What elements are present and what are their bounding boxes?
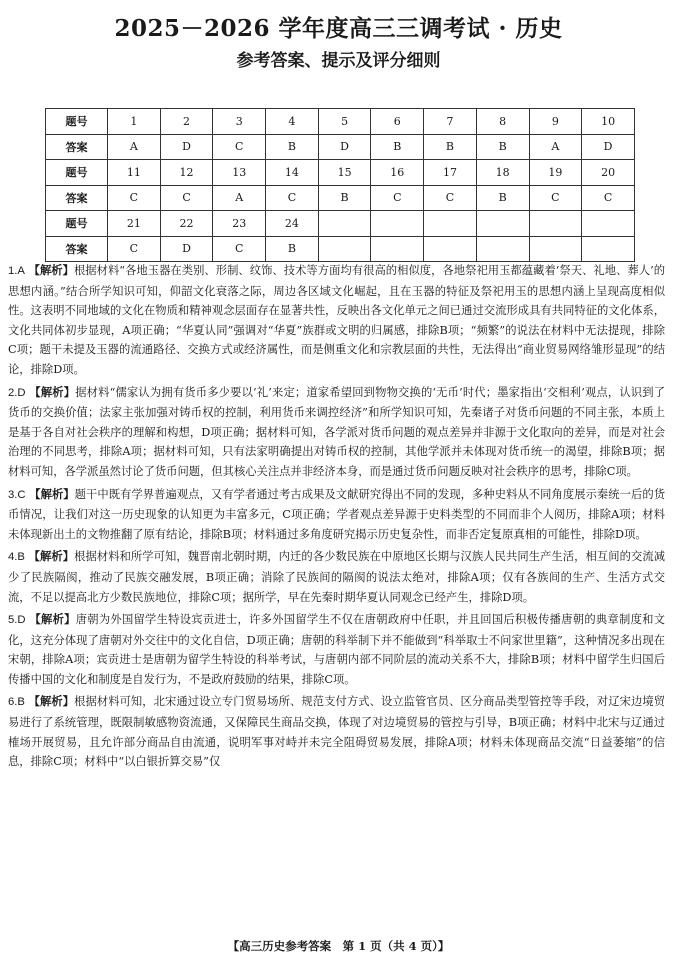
question-number-row <box>46 160 635 186</box>
answer-cell: B <box>266 134 319 160</box>
question-number-label: 题号 <box>46 109 108 135</box>
question-number-cell <box>476 211 529 237</box>
question-number-cell: 10 <box>582 109 635 135</box>
answer-cell: C <box>213 134 266 160</box>
question-number-cell <box>371 211 424 237</box>
question-number-cell: 19 <box>529 160 582 186</box>
answer-row <box>46 185 635 211</box>
answer-cell: C <box>108 185 161 211</box>
item-text: 据材料“儒家认为拥有货币多少要以‘礼’来定；道家希望回到物物交换的‘无币’时代；墨家指出‘交相利’观点，认识到了货币的交换价值；法家主张加强对铸币权的控制，利用货币来调控经济”和所学知识可知，先秦诸子对货币问题的不同主张，本质上是基于各自对社会秩序的理解和构想，D项正确；据材料可知，各学派对货币问题的观点差异并非源于文化取向的差异，而是对社会治理的不同思考，排除A项；据材料可知，只有法家明确提出对铸币权的控制，其他学派并未体现对货币统一的渴望，排除B项；据材料可知，各学派虽然讨论了货币问题，但其核心关注点并非经济本身，而是通过货币问题反映对社会秩序的思考，排除C项。 <box>8 385 665 478</box>
item-number: 3.C <box>8 488 26 501</box>
answer-row <box>46 134 635 160</box>
answer-cell <box>318 236 371 262</box>
question-number-label: 题号 <box>46 211 108 237</box>
answer-cell <box>529 236 582 262</box>
explanation-list <box>8 261 665 775</box>
answer-cell: C <box>266 185 319 211</box>
item-text: 题干中既有学界普遍观点，又有学者通过考古成果及文献研究得出不同的发现，多种史料从不同角度展示秦统一后的货币情况，让我们对这一历史现象的认知更为丰富多元，C项正确；学者观点差异源于史料类型的不同而非个人阅历，排除A项；材料未体现新出土的文物推翻了原有结论，排除B项；材料通过多角度研究揭示历史复杂性，而非否定复原真相的可能性，排除D项。 <box>8 487 665 541</box>
item-number: 2.D <box>8 386 26 399</box>
answer-cell: C <box>160 185 213 211</box>
item-text: 根据材料可知，北宋通过设立专门贸易场所、规范支付方式、设立监管官员、区分商品类型管控等手段，对辽宋边境贸易进行了系统管理，既限制敏感物资流通，又保障民生商品交换，体现了对边境贸易的管控与引导，B项正确；材料中北宋与辽通过榷场开展贸易，且允许部分商品自由流通，说明军事对峙并未完全阻碍贸易发展，排除A项；材料未体现商品交流“日益萎缩”的信息，排除C项；材料中“以白银折算交易”仅 <box>8 695 665 769</box>
question-number-cell: 17 <box>424 160 477 186</box>
explanation-item <box>8 485 665 545</box>
answer-row <box>46 236 635 262</box>
question-number-cell: 13 <box>213 160 266 186</box>
answer-cell: A <box>213 185 266 211</box>
explanation-item <box>8 547 665 607</box>
answer-cell: D <box>318 134 371 160</box>
question-number-cell: 2 <box>160 109 213 135</box>
question-number-cell: 3 <box>213 109 266 135</box>
answer-cell: B <box>371 134 424 160</box>
answer-cell: B <box>266 236 319 262</box>
question-number-cell: 7 <box>424 109 477 135</box>
explanation-item <box>8 383 665 482</box>
answer-cell: C <box>582 185 635 211</box>
analysis-tag: 【解析】 <box>29 486 75 501</box>
answer-table <box>45 108 635 262</box>
answer-cell <box>582 236 635 262</box>
analysis-tag: 【解析】 <box>29 384 76 399</box>
answer-cell <box>371 236 424 262</box>
answer-cell: A <box>108 134 161 160</box>
question-number-cell <box>318 211 371 237</box>
answer-label: 答案 <box>46 134 108 160</box>
analysis-tag: 【解析】 <box>29 612 76 627</box>
item-number: 4.B <box>8 551 25 564</box>
explanation-item <box>8 692 665 771</box>
answer-cell <box>476 236 529 262</box>
page-subtitle: 参考答案、提示及评分细则 <box>236 51 441 71</box>
question-number-cell: 23 <box>213 211 266 237</box>
item-number: 1.A <box>8 265 25 277</box>
question-number-row <box>46 109 635 135</box>
answer-cell: D <box>582 134 635 160</box>
answer-cell: C <box>424 185 477 211</box>
question-number-cell: 20 <box>582 160 635 186</box>
analysis-tag: 【解析】 <box>28 263 74 277</box>
question-number-cell: 1 <box>108 109 161 135</box>
question-number-cell: 24 <box>266 211 319 237</box>
question-number-cell: 22 <box>160 211 213 237</box>
question-number-cell: 8 <box>476 109 529 135</box>
question-number-cell <box>529 211 582 237</box>
answer-cell: B <box>424 134 477 160</box>
answer-cell: D <box>160 134 213 160</box>
explanation-item <box>8 261 665 380</box>
question-number-cell: 16 <box>371 160 424 186</box>
answer-cell <box>424 236 477 262</box>
answer-cell: A <box>529 134 582 160</box>
answer-cell: C <box>371 185 424 211</box>
question-number-cell: 18 <box>476 160 529 186</box>
question-number-cell: 5 <box>318 109 371 135</box>
answer-cell: B <box>476 185 529 211</box>
question-number-row <box>46 211 635 237</box>
question-number-cell: 21 <box>108 211 161 237</box>
analysis-tag: 【解析】 <box>28 549 75 564</box>
question-number-cell: 12 <box>160 160 213 186</box>
answer-cell: C <box>213 236 266 262</box>
item-text: 根据材料“各地玉器在类别、形制、纹饰、技术等方面均有很高的相似度，各地祭祀用玉都蕴藏着‘祭天、礼地、葬人’的思想内涵。”结合所学知识可知，仰韶文化衰落之际，周边各区域文化崛起，且在玉器的特征及祭祀用玉的思想内涵上呈现高度相似性。这表明不同地域的文化在物质和精神观念层面存在显著共性，反映出各文化单元之间已通过交流形成具有共同特征的文化体系，文化共同体初步显现，A项正确；“华夏认同”强调对“华夏”族群或文明的归属感，排除B项；“频繁”的说法在材料中无法提现，排除C项；题干未提及玉器的流通路径、交换方式或经济属性，而是侧重文化和宗教层面的共性，无法得出“商业贸易网络雏形显现”的结论，排除D项。 <box>8 264 665 376</box>
answer-cell: D <box>160 236 213 262</box>
question-number-cell: 15 <box>318 160 371 186</box>
answer-cell: B <box>318 185 371 211</box>
item-number: 5.D <box>8 614 26 627</box>
item-number: 6.B <box>8 696 25 709</box>
answer-label: 答案 <box>46 185 108 211</box>
question-number-cell <box>424 211 477 237</box>
question-number-cell: 11 <box>108 160 161 186</box>
question-number-cell <box>582 211 635 237</box>
answer-cell: B <box>476 134 529 160</box>
explanation-item <box>8 610 665 689</box>
page-title: 2025－2026 学年度高三三调考试 · 历史 <box>114 15 563 42</box>
answer-label: 答案 <box>46 236 108 262</box>
question-number-cell: 6 <box>371 109 424 135</box>
question-number-cell: 4 <box>266 109 319 135</box>
question-number-cell: 14 <box>266 160 319 186</box>
page-footer: 【高三历史参考答案 第 1 页（共 4 页）】 <box>227 939 450 953</box>
answer-cell: C <box>529 185 582 211</box>
answer-cell: C <box>108 236 161 262</box>
item-text: 根据材料和所学可知，魏晋南北朝时期，内迁的各少数民族在中原地区长期与汉族人民共同生产生活，相互间的交流减少了民族隔阂，推动了民族交融发展，B项正确；消除了民族间的隔阂的说法太绝对，排除A项；仅有各族间的生产、生活方式交流，不足以提高北方少数民族地位，排除C项；据所学，早在先秦时期华夏认同观念已经产生，排除D项。 <box>8 550 665 604</box>
question-number-cell: 9 <box>529 109 582 135</box>
analysis-tag: 【解析】 <box>28 694 75 709</box>
item-text: 唐朝为外国留学生特设宾贡进士，许多外国留学生不仅在唐朝政府中任职，并且回国后积极传播唐朝的典章制度和文化，这充分体现了唐朝对外交往中的文化自信，D项正确；唐朝的科举制下并不能做到“科举取士不问家世里籍”，这种情况多出现在宋朝，排除A项；宾贡进士是唐朝为留学生特设的科举考试，与唐朝内部不同阶层的流动关系不大，排除B项；材料中留学生归国后传播中国的文化和制度是自发行为，不是政府鼓励的结果，排除C项。 <box>8 613 665 686</box>
question-number-label: 题号 <box>46 160 108 186</box>
